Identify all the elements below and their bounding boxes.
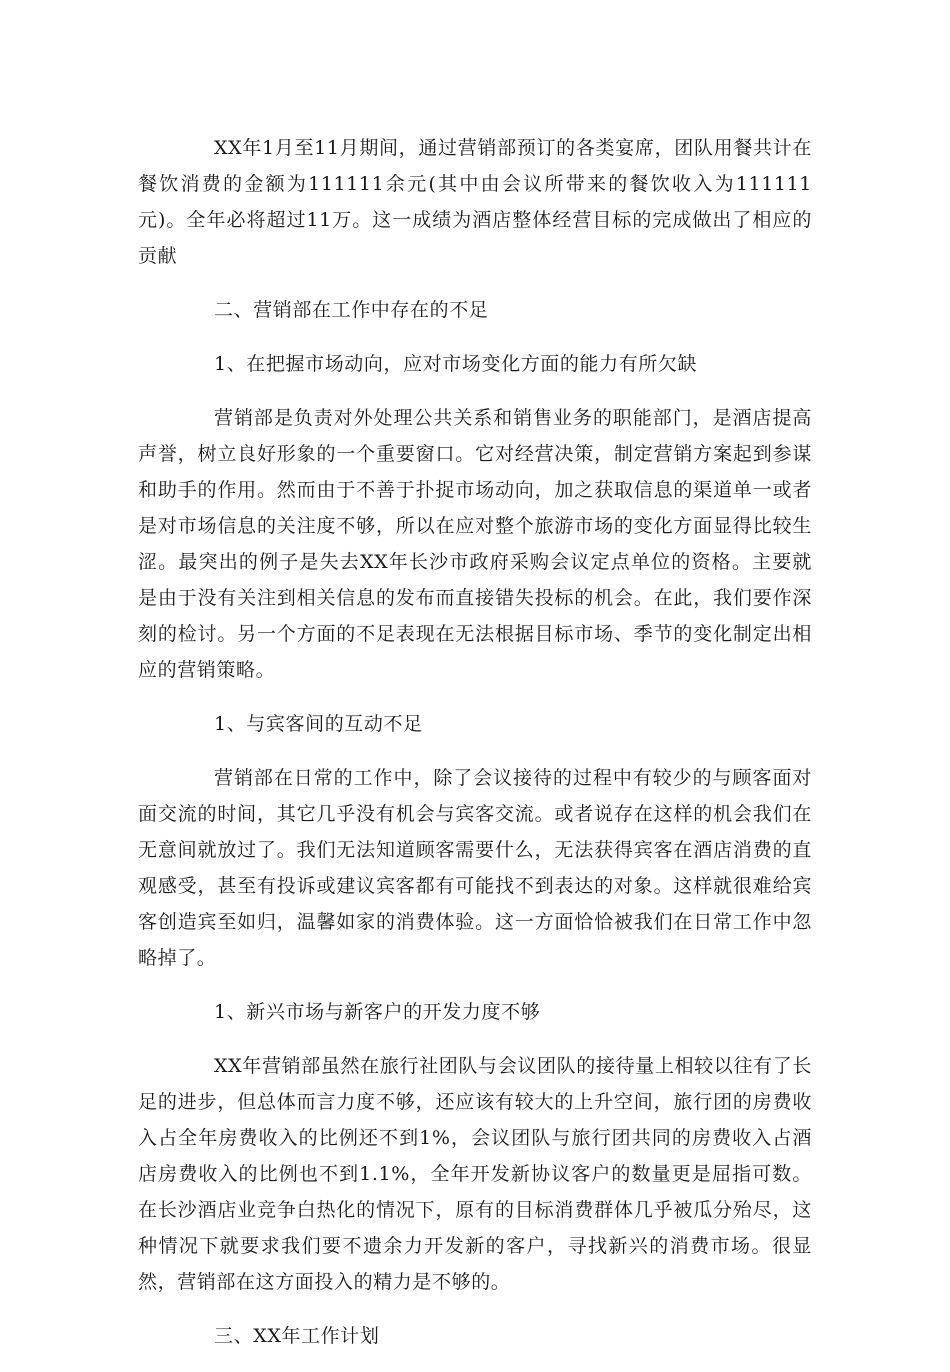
paragraph-new-markets: XX年营销部虽然在旅行社团队与会议团队的接待量上相较以往有了长足的进步，但总体而言力度不够，还应该有较大的上升空间，旅行团的房费收入占全年房费收入的比例还不到1%，会议团队与旅行团共同的房费收入占酒店房费收入的比例也不到1.1%，全年开发新协议客户的数量更是屈指可数。在长沙酒店业竞争白热化的情况下，原有的目标消费群体几乎被瓜分殆尽，这种情况下就要求我们要不遗余力开发新的客户，寻找新兴的消费市场。很显然，营销部在这方面投入的精力是不够的。 (138, 1055, 812, 1293)
paragraph-revenue-summary: XX年1月至11月期间，通过营销部预订的各类宴席，团队用餐共计在餐饮消费的金额为111111余元(其中由会议所带来的餐饮收入为111111元)。全年必将超过11万。这一成绩为酒店整体经营目标的完成做出了相应的贡献 (138, 137, 812, 267)
subheading-market-trends: 1、在把握市场动向，应对市场变化方面的能力有所欠缺 (214, 353, 698, 375)
paragraph-guest-interaction: 营销部在日常的工作中，除了会议接待的过程中有较少的与顾客面对面交流的时间，其它几乎没有机会与宾客交流。或者说存在这样的机会我们在无意间就放过了。我们无法知道顾客需要什么，无法获得宾客在酒店消费的直观感受，甚至有投诉或建议宾客都有可能找不到表达的对象。这样就很难给宾客创造宾至如归，温馨如家的消费体验。这一方面恰恰被我们在日常工作中忽略掉了。 (138, 767, 812, 969)
paragraph-market-trends: 营销部是负责对外处理公共关系和销售业务的职能部门，是酒店提高声誉，树立良好形象的一个重要窗口。它对经营决策，制定营销方案起到参谋和助手的作用。然而由于不善于扑捉市场动向，加之获取信息的渠道单一或者是对市场信息的关注度不够，所以在应对整个旅游市场的变化方面显得比较生涩。最突出的例子是失去XX年长沙市政府采购会议定点单位的资格。主要就是由于没有关注到相关信息的发布而直接错失投标的机会。在此，我们要作深刻的检讨。另一个方面的不足表现在无法根据目标市场、季节的变化制定出相应的营销策略。 (138, 407, 812, 681)
section-heading-shortcomings: 二、营销部在工作中存在的不足 (214, 299, 489, 321)
section-heading-work-plan: 三、XX年工作计划 (214, 1325, 380, 1347)
subheading-new-markets: 1、新兴市场与新客户的开发力度不够 (214, 1001, 541, 1023)
subheading-guest-interaction: 1、与宾客间的互动不足 (214, 713, 423, 735)
document-body (138, 130, 812, 1372)
